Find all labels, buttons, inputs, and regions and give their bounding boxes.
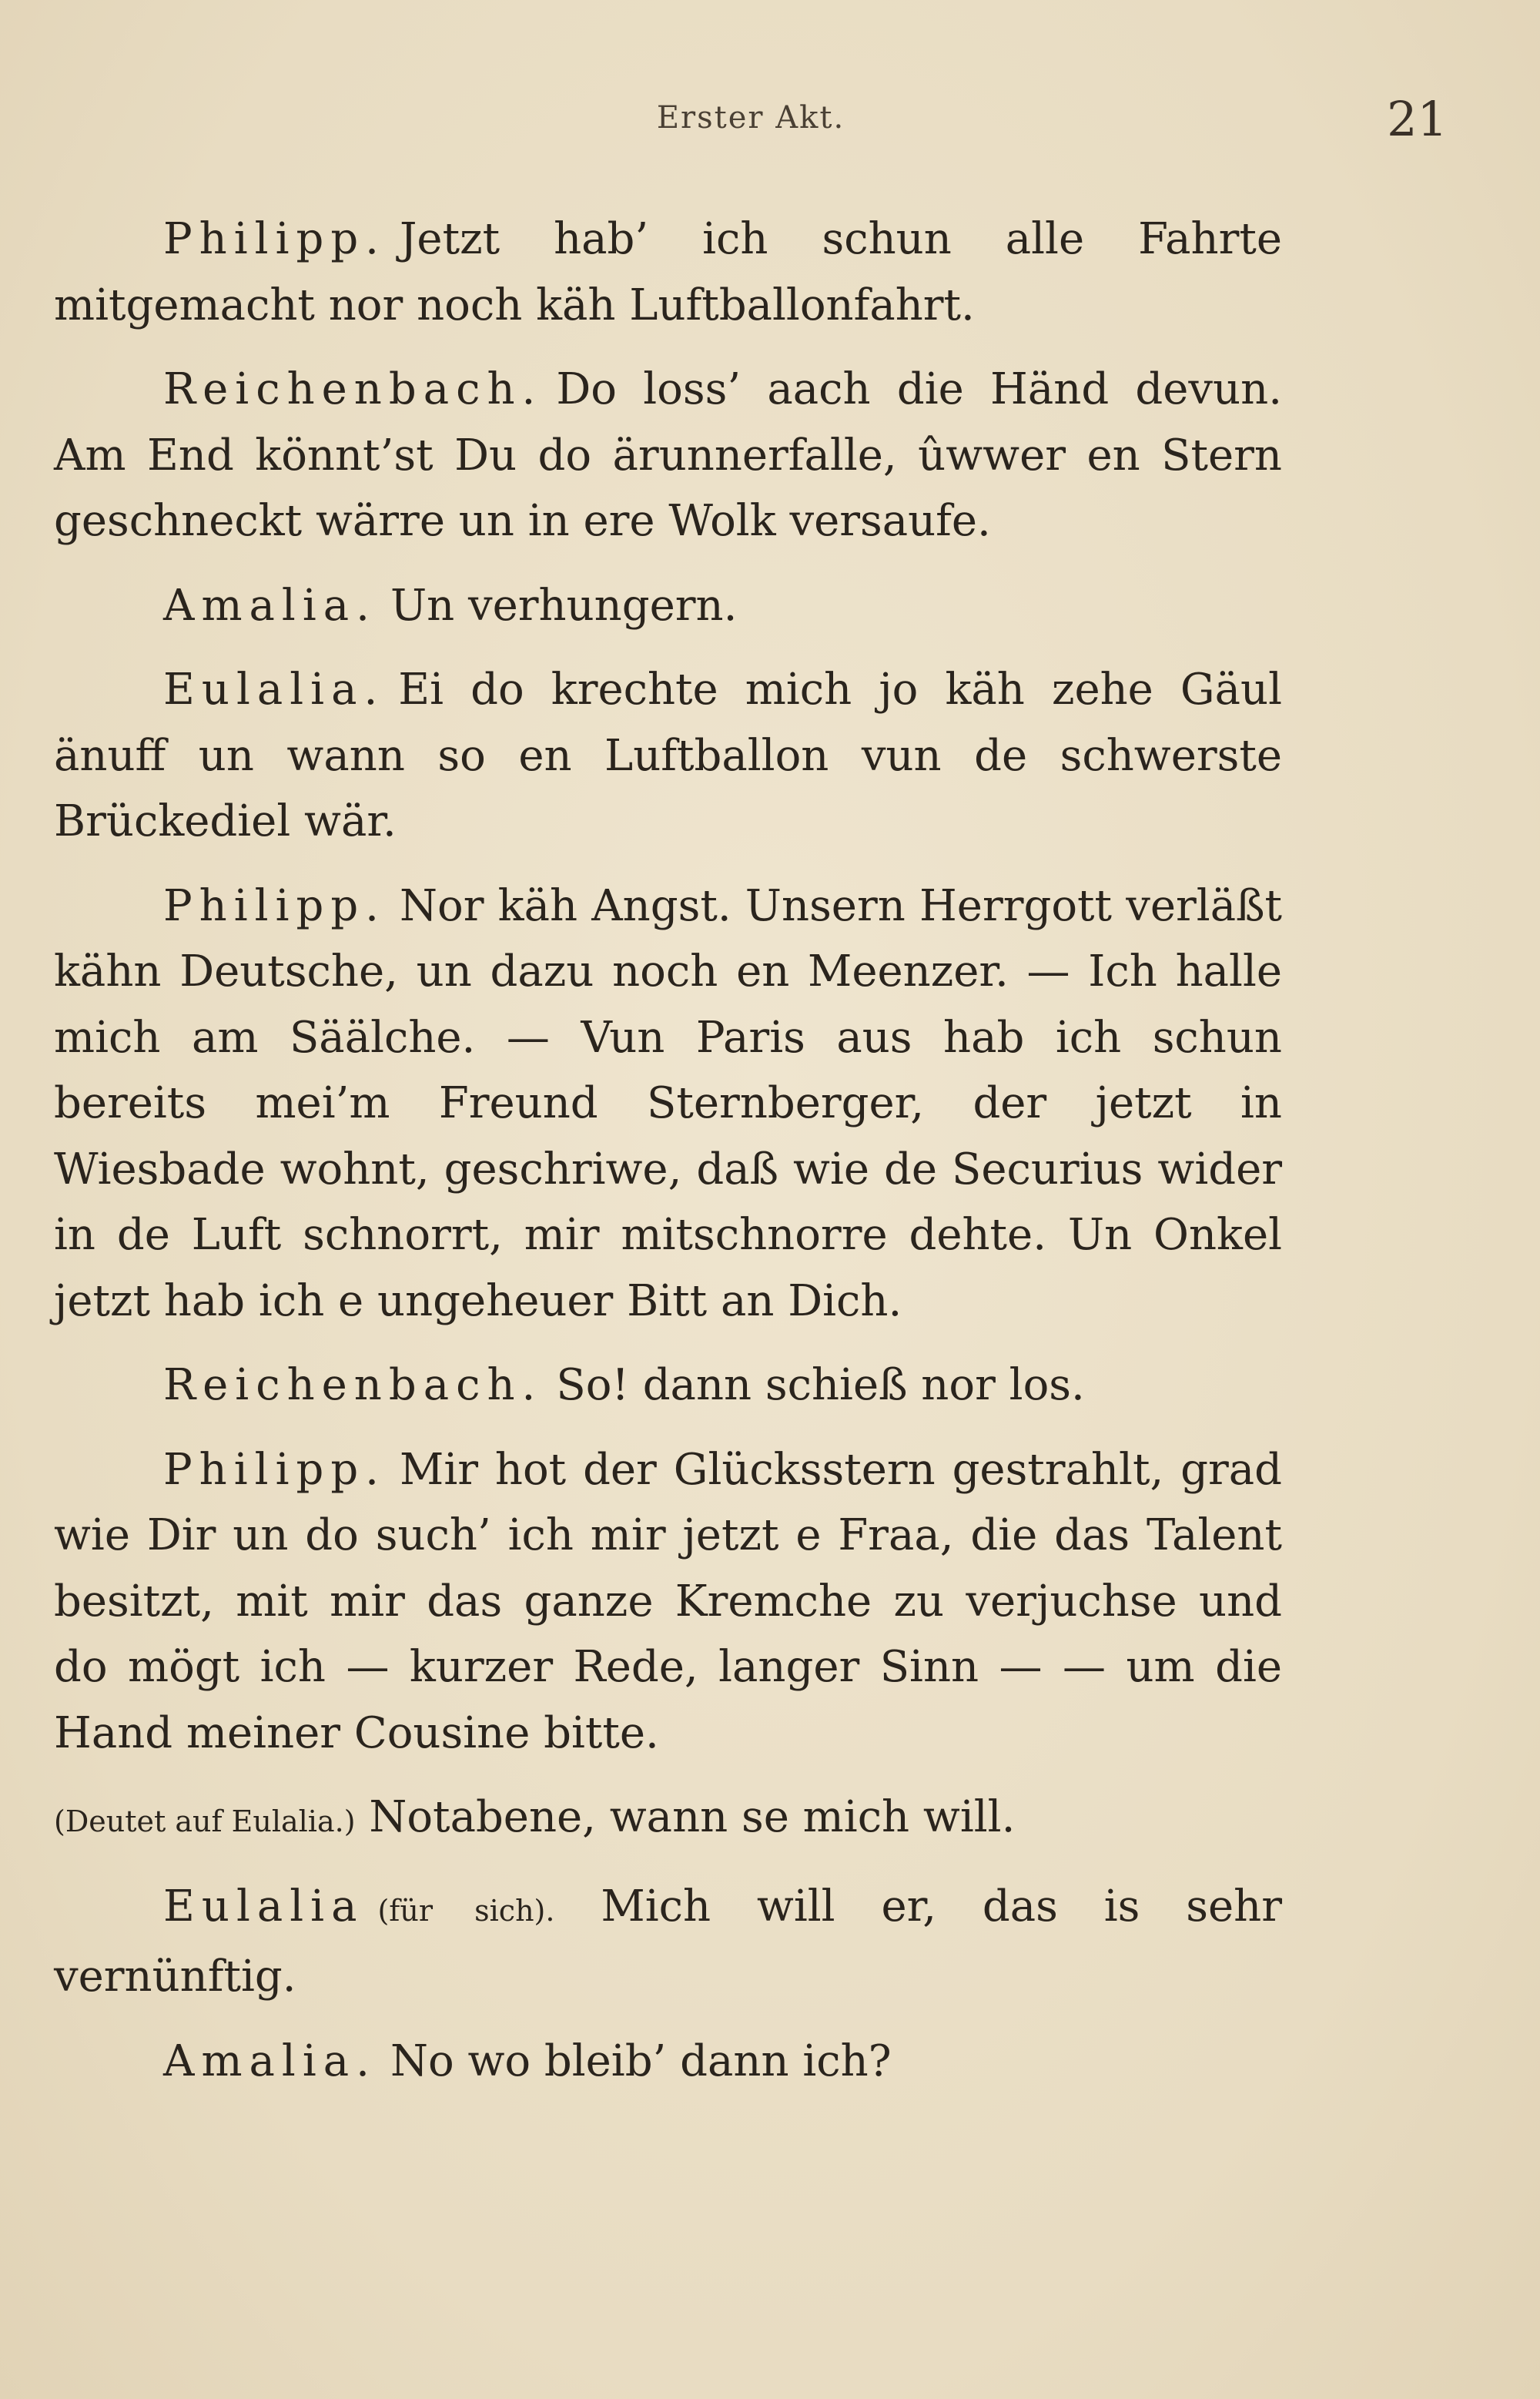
speech-amalia-2 (54, 2029, 1282, 2095)
dialogue-text (54, 206, 1282, 2113)
speech-philipp-3-continued (54, 1784, 1282, 1855)
speaker-name: Philipp. (163, 880, 386, 931)
speech-text: So! dann schieß nor los. (556, 1360, 1085, 1410)
speaker-name: Amalia. (163, 580, 377, 631)
page-header (54, 91, 1448, 152)
stage-direction: (Deutet auf Eulalia.) (54, 1804, 356, 1838)
speaker-name: Philipp. (163, 214, 386, 264)
running-head: Erster Akt. (656, 100, 845, 136)
speech-text: Do loss’ aach die Händ devun. Am End könnt’st Du do ärunnerfalle, ûwwer en Stern geschneckt wärre un in ere Wolk versaufe. (54, 364, 1282, 546)
stage-direction: (für sich). (377, 1893, 555, 1928)
speaker-name: Eulalia (163, 1881, 364, 1932)
page-number: 21 (1387, 91, 1448, 147)
speech-reichenbach-2 (54, 1352, 1282, 1419)
speech-text: Mich will er, das is sehr vernünftig. (54, 1881, 1283, 2002)
speaker-name: Reichenbach. (163, 1360, 543, 1410)
speaker-name: Eulalia. (163, 665, 385, 715)
speech-eulalia-2 (54, 1874, 1282, 2010)
speech-reichenbach-1 (54, 357, 1282, 555)
speech-eulalia-1 (54, 657, 1282, 855)
speech-text: Nor käh Angst. Unsern Herrgott verläßt kähn Deutsche, un dazu noch en Meenzer. — Ich halle mich am Säälche. — Vun Paris aus hab ich schun bereits mei’m Freund Sternberger, der jetzt in Wiesbade wohnt, geschriwe, daß wie de Securius wider in de Luft schnorrt, mir mitschnorre dehte. Un Onkel jetzt hab ich e ungeheuer Bitt an Dich. (54, 880, 1282, 1326)
speaker-name: Amalia. (163, 2035, 377, 2086)
speech-text: Jetzt hab’ ich schun alle Fahrte mitgemacht nor noch käh Luftballonfahrt. (54, 214, 1282, 330)
speech-text: Un verhungern. (390, 580, 738, 631)
speaker-name: Philipp. (163, 1444, 386, 1495)
speech-text: Mir hot der Glücksstern gestrahlt, grad wie Dir un do such’ ich mir jetzt e Fraa, die das Talent besitzt, mit mir das ganze Kremche zu verjuchse und do mögt ich — kurzer Rede, langer Sinn — — um die Hand meiner Cousine bitte. (54, 1444, 1282, 1758)
speech-text: No wo bleib’ dann ich? (390, 2035, 892, 2086)
speaker-name: Reichenbach. (163, 364, 543, 414)
speech-text: Notabene, wann se mich will. (369, 1792, 1016, 1842)
speech-text: Ei do krechte mich jo käh zehe Gäul änuff un wann so en Luftballon vun de schwerste Brückediel wär. (54, 665, 1282, 846)
speech-philipp-2 (54, 873, 1282, 1335)
speech-amalia-1 (54, 573, 1282, 639)
speech-philipp-3 (54, 1437, 1282, 1767)
speech-philipp-1 (54, 206, 1282, 338)
